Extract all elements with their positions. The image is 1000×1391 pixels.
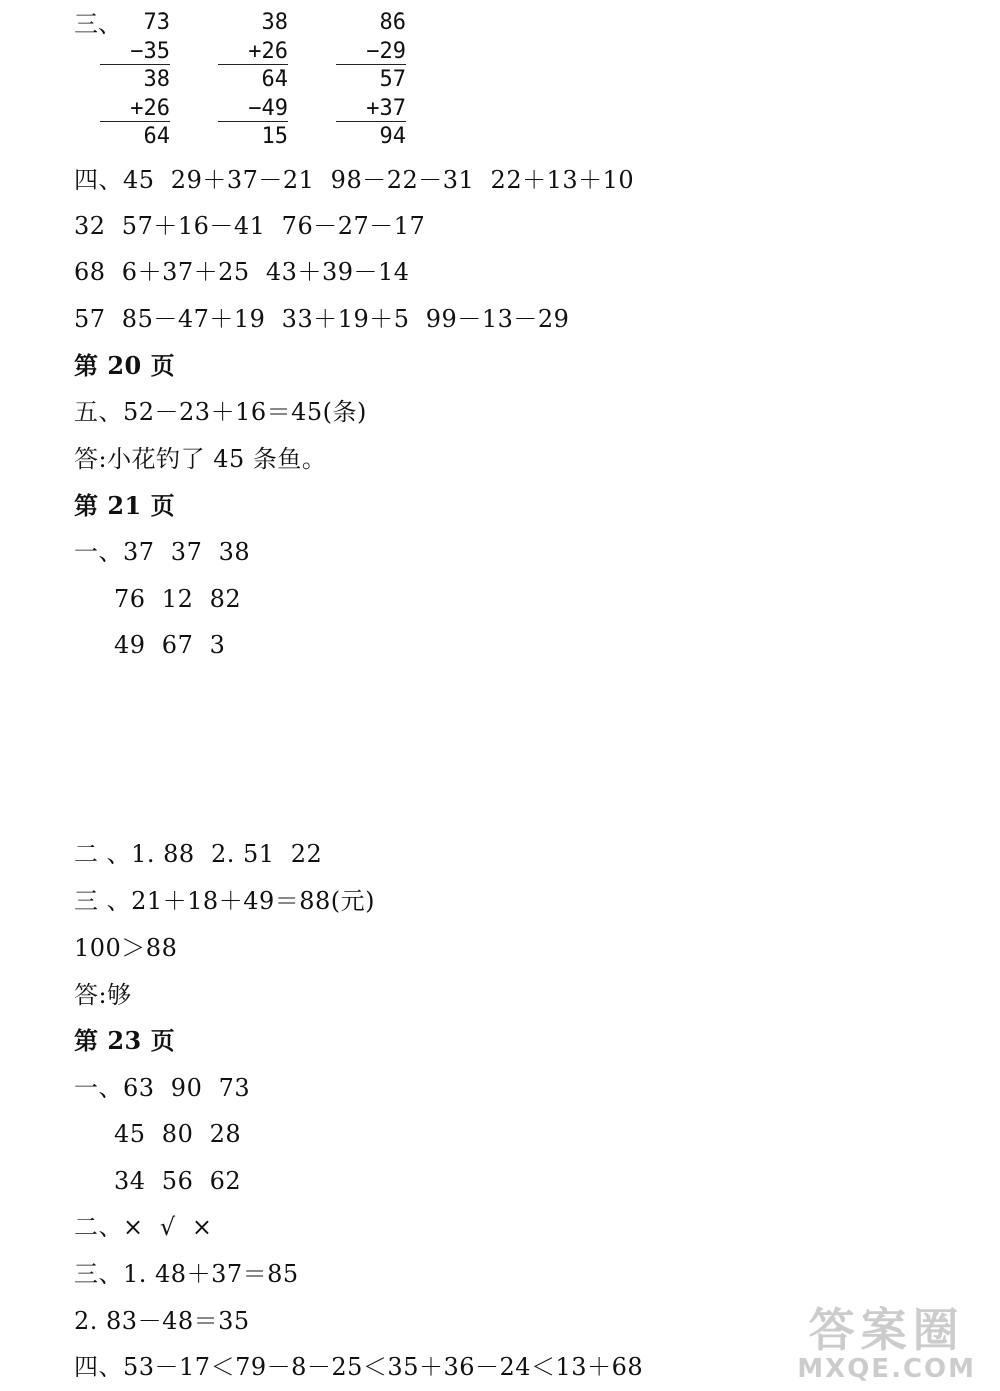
answer-line: 五、52－23＋16＝45(条) bbox=[74, 398, 367, 426]
answer-line: 一、63 90 73 bbox=[74, 1074, 251, 1102]
answer-line: 三 、21＋18＋49＝88(元) bbox=[74, 887, 376, 915]
answer-line: 32 57＋16－41 76－27－17 bbox=[74, 212, 426, 240]
answer-line: 三、1. 48＋37＝85 bbox=[74, 1260, 299, 1288]
calc-row: +26 bbox=[100, 94, 170, 122]
calc-row: 15 bbox=[261, 124, 288, 149]
calc-row: +37 bbox=[336, 94, 406, 122]
section-3-label: 三、 bbox=[74, 10, 122, 38]
answer-line: 34 56 62 bbox=[114, 1167, 242, 1195]
answer-line: 100＞88 bbox=[74, 934, 178, 962]
calc-row: +26 bbox=[218, 37, 288, 65]
page-heading-23: 第 23 页 bbox=[74, 1026, 176, 1055]
calc-row: 94 bbox=[379, 124, 406, 149]
vertical-calc-3 bbox=[336, 8, 406, 151]
answer-line: 二 、1. 88 2. 51 22 bbox=[74, 840, 323, 868]
vertical-calc-1 bbox=[100, 8, 170, 151]
calc-row: 64 bbox=[143, 124, 170, 149]
calc-row: −35 bbox=[100, 37, 170, 65]
calc-row: −29 bbox=[336, 37, 406, 65]
answer-line: 49 67 3 bbox=[114, 631, 226, 659]
answer-line: 45 80 28 bbox=[114, 1120, 242, 1148]
watermark-text: 答案圈 bbox=[808, 1303, 965, 1357]
answer-line: 57 85－47＋19 33＋19＋5 99－13－29 bbox=[74, 305, 570, 333]
answer-line: 68 6＋37＋25 43＋39－14 bbox=[74, 258, 410, 286]
calc-row: 57 bbox=[379, 67, 406, 92]
calc-row: 38 bbox=[261, 10, 288, 35]
calc-row: −49 bbox=[218, 94, 288, 122]
calc-row: 38 bbox=[143, 67, 170, 92]
answer-line: 答:小花钓了 45 条鱼。 bbox=[74, 445, 327, 473]
answer-line: 四、45 29＋37－21 98－22－31 22＋13＋10 bbox=[74, 166, 635, 194]
page-heading-20: 第 20 页 bbox=[74, 351, 176, 380]
answer-line: 四、53－17＜79－8－25＜35＋36－24＜13＋68 bbox=[74, 1353, 644, 1381]
page-heading-21: 第 21 页 bbox=[74, 491, 176, 520]
answer-line: 2. 83－48＝35 bbox=[74, 1307, 250, 1335]
answer-line: 二、× √ × bbox=[74, 1213, 213, 1241]
answer-line: 答:够 bbox=[74, 981, 132, 1009]
vertical-calc-2 bbox=[218, 8, 288, 151]
answer-line: 一、37 37 38 bbox=[74, 538, 251, 566]
watermark-logo bbox=[797, 1305, 976, 1383]
answer-line: 76 12 82 bbox=[114, 585, 242, 613]
calc-row: 8̇6 bbox=[379, 10, 406, 35]
calc-row: 6̇4 bbox=[261, 67, 288, 92]
watermark-url: MXQE.COM bbox=[797, 1354, 976, 1384]
calc-row: 7̇3 bbox=[143, 10, 170, 35]
